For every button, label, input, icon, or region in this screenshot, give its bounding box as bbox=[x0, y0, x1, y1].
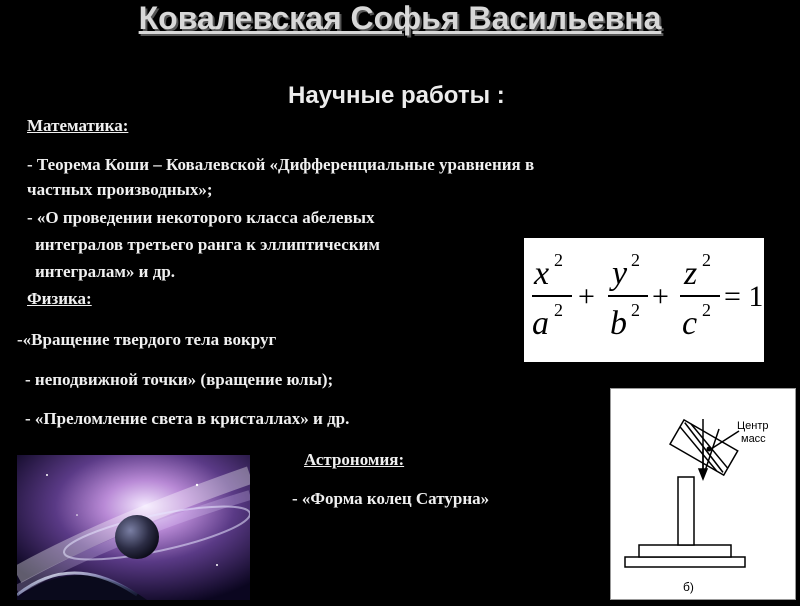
formula-y-exp: 2 bbox=[631, 250, 640, 270]
astronomy-heading: Астрономия: bbox=[304, 450, 405, 469]
formula-equals-one: = 1 bbox=[724, 280, 764, 313]
formula-b: b bbox=[610, 305, 627, 342]
slide-subtitle: Научные работы : bbox=[288, 82, 505, 109]
physics-heading: Физика: bbox=[27, 289, 92, 308]
slide-title: Ковалевская Софья Васильевна bbox=[138, 0, 662, 36]
math-item-2-line-2: интегралов третьего ранга к эллиптическим bbox=[35, 235, 381, 254]
diagram-caption: б) bbox=[683, 580, 694, 594]
diagram-label-line-1: Центр bbox=[737, 420, 769, 432]
formula-plus-1: + bbox=[578, 280, 595, 313]
saturn-space-image bbox=[17, 455, 250, 600]
physics-item-1: -«Вращение твердого тела вокруг bbox=[17, 330, 277, 349]
math-heading: Математика: bbox=[27, 116, 129, 135]
formula-x-exp: 2 bbox=[554, 250, 563, 270]
formula-z: z bbox=[684, 255, 698, 292]
formula-c: c bbox=[682, 305, 698, 342]
planet-shape bbox=[115, 515, 159, 559]
physics-item-2: - неподвижной точки» (вращение юлы); bbox=[25, 370, 334, 389]
formula-b-exp: 2 bbox=[631, 300, 640, 320]
formula-a: a bbox=[532, 305, 549, 342]
math-item-2-line-1: - «О проведении некоторого класса абелевых bbox=[27, 208, 375, 227]
math-item-2-line-3: интегралам» и др. bbox=[35, 262, 176, 281]
math-item-1-line-1: - Теорема Коши – Ковалевской «Дифференциальные уравнения в bbox=[27, 155, 535, 174]
astronomy-item-1: - «Форма колец Сатурна» bbox=[292, 489, 490, 508]
rigid-body-diagram bbox=[610, 388, 796, 600]
formula-y: y bbox=[612, 255, 628, 292]
formula-a-exp: 2 bbox=[554, 300, 563, 320]
formula-x: x bbox=[534, 255, 550, 292]
formula-z-exp: 2 bbox=[702, 250, 711, 270]
formula-plus-2: + bbox=[652, 280, 669, 313]
formula-c-exp: 2 bbox=[702, 300, 711, 320]
physics-item-3: - «Преломление света в кристаллах» и др. bbox=[25, 409, 350, 428]
math-item-1-line-2: частных производных»; bbox=[27, 180, 213, 199]
ellipsoid-formula bbox=[524, 238, 764, 362]
diagram-label-line-2: масс bbox=[741, 433, 766, 445]
